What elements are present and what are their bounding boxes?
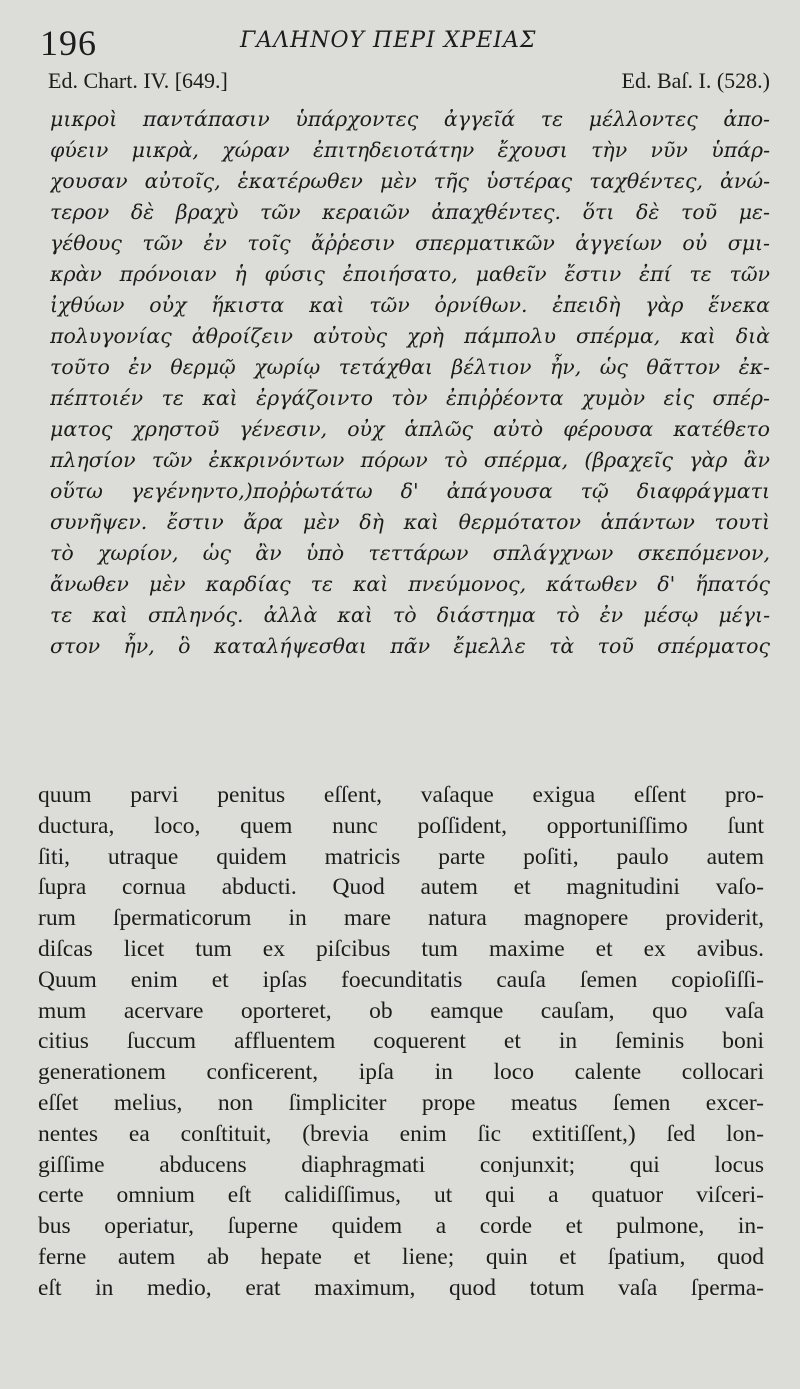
latin-line: ſiti, utraque quidem matricis parte poſiti, paulo autem xyxy=(38,843,764,870)
greek-text-block xyxy=(50,104,770,662)
latin-text-block xyxy=(38,780,764,1304)
greek-line: πέπτοιέν τε καὶ ἐργάζοιντο τὸν ἐπιῤῥέοντα χυμὸν εἰς σπέρ- xyxy=(50,386,770,410)
latin-line: citius ſuccum affluentem coquerent et in ſeminis boni xyxy=(38,1028,764,1055)
edition-reference-right: Ed. Baſ. I. (528.) xyxy=(621,68,770,93)
greek-line: ἰχθύων οὐχ ἥκιστα καὶ τῶν ὀρνίθων. ἐπειδὴ γὰρ ἕνεκα xyxy=(50,293,770,317)
greek-line: τε καὶ σπληνός. ἀλλὰ καὶ τὸ διάστημα τὸ ἐν μέσῳ μέγι- xyxy=(50,603,770,627)
edition-reference-left: Ed. Chart. IV. [649.] xyxy=(48,68,228,93)
greek-line: κρὰν πρόνοιαν ἡ φύσις ἐποιήσατο, μαθεῖν ἔστιν ἐπί τε τῶν xyxy=(50,262,770,286)
greek-line: μικροὶ παντάπασιν ὑπάρχοντες ἀγγεῖά τε μέλλοντες ἀπο- xyxy=(50,107,770,131)
running-title: ΓΑΛΗΝΟΥ ΠΕΡΙ ΧΡΕΙΑΣ xyxy=(240,28,537,53)
latin-line: mum acervare oporteret, ob eamque cauſam, quo vaſa xyxy=(38,997,764,1024)
latin-line: eſt in medio, erat maximum, quod totum vaſa ſperma- xyxy=(38,1274,764,1301)
latin-line: bus operiatur, ſuperne quidem a corde et pulmone, in- xyxy=(38,1213,764,1240)
greek-line: τὸ χωρίον, ὡς ἂν ὑπὸ τεττάρων σπλάγχνων σκεπόμενον, xyxy=(50,541,770,565)
greek-line: ματος χρηστοῦ γένεσιν, οὐχ ἁπλῶς αὐτὸ φέρουσα κατέθετο xyxy=(50,417,770,441)
greek-line: τερον δὲ βραχὺ τῶν κεραιῶν ἀπαχθέντες. ὅτι δὲ τοῦ με- xyxy=(50,200,770,224)
greek-line: ἄνωθεν μὲν καρδίας τε καὶ πνεύμονος, κάτωθεν δ' ἥπατός xyxy=(50,572,770,596)
latin-line: ferne autem ab hepate et liene; quin et ſpatium, quod xyxy=(38,1243,764,1270)
greek-line: συνῆψεν. ἔστιν ἄρα μὲν δὴ καὶ θερμότατον ἁπάντων τουτὶ xyxy=(50,510,770,534)
greek-line: τοῦτο ἐν θερμῷ χωρίῳ τετάχθαι βέλτιον ἦν, ὡς θᾶττον ἐκ- xyxy=(50,355,770,379)
latin-line: diſcas licet tum ex piſcibus tum maxime et ex avibus. xyxy=(38,935,764,962)
latin-line: quum parvi penitus eſſent, vaſaque exigua eſſent pro- xyxy=(38,782,764,808)
greek-line: πολυγονίας ἀθροίζειν αὐτοὺς χρὴ πάμπολυ σπέρμα, καὶ διὰ xyxy=(50,324,770,348)
latin-line: nentes ea conſtituit, (brevia enim ſic extitiſſent,) ſed lon- xyxy=(38,1120,764,1147)
latin-line: generationem conficerent, ipſa in loco calente collocari xyxy=(38,1059,764,1086)
greek-line: φύειν μικρὰ, χώραν ἐπιτηδειοτάτην ἔχουσι τὴν νῦν ὑπάρ- xyxy=(50,138,770,162)
latin-line: ductura, loco, quem nunc poſſident, opportuniſſimo ſunt xyxy=(38,812,764,839)
greek-line: πλησίον τῶν ἐκκρινόντων πόρων τὸ σπέρμα, (βραχεῖς γὰρ ἂν xyxy=(50,448,770,472)
page-number: 196 xyxy=(40,23,97,63)
greek-line: χουσαν αὐτοῖς, ἑκατέρωθεν μὲν τῆς ὑστέρας ταχθέντες, ἀνώ- xyxy=(50,169,770,193)
latin-line: eſſet melius, non ſimpliciter prope meatus ſemen excer- xyxy=(38,1089,764,1116)
greek-line: γέθους τῶν ἐν τοῖς ἄῤῥεσιν σπερματικῶν ἀγγείων οὐ σμι- xyxy=(50,231,770,255)
greek-line: οὕτω γεγένηντο,)ποῤῥωτάτω δ' ἀπάγουσα τῷ διαφράγματι xyxy=(50,479,770,503)
latin-line: ſupra cornua abducti. Quod autem et magnitudini vaſo- xyxy=(38,874,764,901)
latin-line: giſſime abducens diaphragmati conjunxit; qui locus xyxy=(38,1151,764,1178)
latin-line: rum ſpermaticorum in mare natura magnopere providerit, xyxy=(38,905,764,932)
greek-line: στον ἦν, ὃ καταλήψεσθαι πᾶν ἔμελλε τὰ τοῦ σπέρματος xyxy=(50,634,770,658)
latin-line: certe omnium eſt calidiſſimus, ut qui a quatuor viſceri- xyxy=(38,1182,764,1209)
latin-line: Quum enim et ipſas foecunditatis cauſa ſemen copioſiſſi- xyxy=(38,966,764,993)
